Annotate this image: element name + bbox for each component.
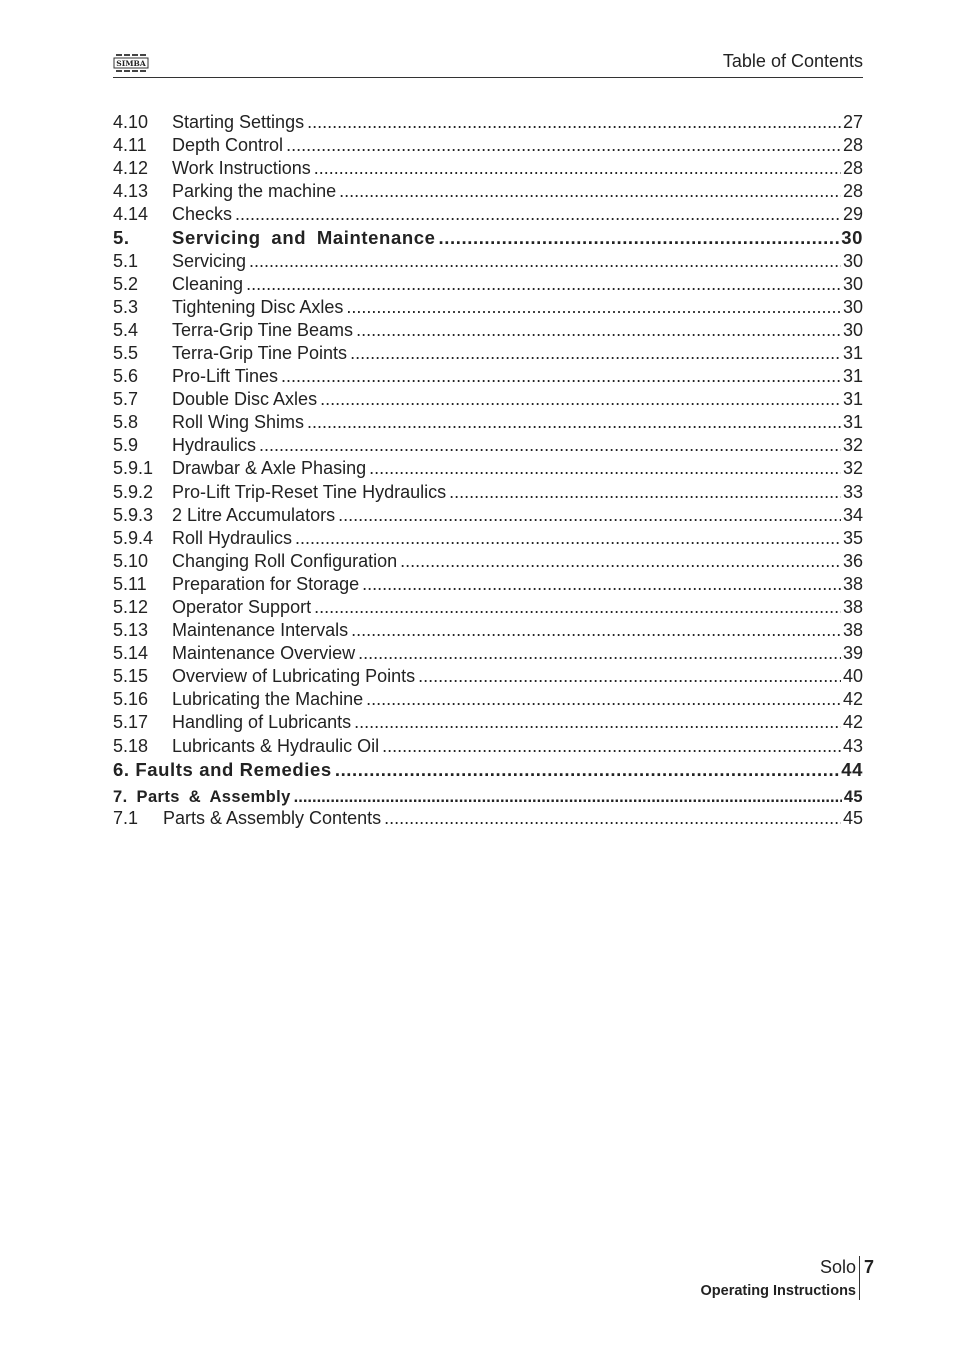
toc-entry-page: 31 <box>842 342 863 363</box>
toc-entry[interactable] <box>113 527 863 550</box>
page-footer <box>600 1256 875 1302</box>
toc-entry-page: 28 <box>842 135 863 156</box>
toc-entry-page: 32 <box>842 435 863 456</box>
toc-entry-section-7-1[interactable] <box>113 807 863 830</box>
toc-entry-number: 5.17 <box>113 712 149 733</box>
toc-entry-page: 31 <box>842 412 863 433</box>
leader-dots <box>314 596 841 619</box>
toc-entry-number: 5.7 <box>113 389 139 410</box>
toc-entry-page: 38 <box>842 620 863 641</box>
toc-entry-number: 7.1 <box>113 807 139 828</box>
toc-entry-number: 4.10 <box>113 112 149 132</box>
toc-entry-title: Servicing and Maintenance <box>172 227 436 249</box>
toc-entry-page: 28 <box>842 158 863 179</box>
toc-entry-title: Starting Settings <box>172 112 305 132</box>
toc-entry-title: Cleaning <box>172 273 244 294</box>
toc-entry-page: 43 <box>842 735 863 756</box>
logo-text: SIMBA <box>116 59 146 68</box>
toc-entry-page: 42 <box>842 712 863 733</box>
simba-logo <box>113 53 149 73</box>
toc-entry-number: 5.1 <box>113 250 139 271</box>
leader-dots <box>246 273 841 296</box>
toc-entry[interactable] <box>113 296 863 319</box>
toc-entry[interactable] <box>113 434 863 457</box>
toc-entry-title: Lubricants & Hydraulic Oil <box>172 735 380 756</box>
toc-entry-number: 5.2 <box>113 273 139 294</box>
leader-dots <box>351 619 841 642</box>
toc-entry-number: 5.9.2 <box>113 481 154 502</box>
leader-dots <box>350 342 841 365</box>
toc-entry-chapter-7[interactable] <box>113 781 863 807</box>
toc-entry-page: 32 <box>842 458 863 479</box>
toc-entry-number: 5.9.4 <box>113 527 154 548</box>
leader-dots <box>449 481 841 504</box>
toc-entry-title: Parking the machine <box>172 181 337 202</box>
toc-entry[interactable] <box>113 550 863 573</box>
toc-entry-title: Preparation for Storage <box>172 573 360 594</box>
leader-dots <box>439 226 840 249</box>
toc-entry-number: 5.8 <box>113 412 139 433</box>
toc-entry-number: 4.13 <box>113 181 149 202</box>
leader-dots <box>354 711 841 734</box>
toc-entry-page: 31 <box>842 366 863 387</box>
toc-entry[interactable] <box>113 226 863 249</box>
toc-entry[interactable] <box>113 203 863 226</box>
page-number: 7 <box>863 1257 874 1277</box>
toc-entry-page: 45 <box>843 787 863 806</box>
toc-entry-number: 5. <box>113 227 130 249</box>
toc-entry[interactable] <box>113 365 863 388</box>
toc-entry-number: 5.16 <box>113 689 149 710</box>
toc-entry-title: Depth Control <box>172 135 284 156</box>
toc-entry-page: 34 <box>842 504 863 525</box>
toc-entry-number: 5.11 <box>113 573 147 594</box>
toc-entry-title: Checks <box>172 204 233 225</box>
leader-dots <box>356 319 841 342</box>
leader-dots <box>286 134 841 157</box>
toc-entry-title: Terra-Grip Tine Points <box>172 342 348 363</box>
leader-dots <box>400 550 841 573</box>
toc-entry-page: 44 <box>841 758 863 780</box>
toc-entry-title: Handling of Lubricants <box>172 712 352 733</box>
toc-entry[interactable] <box>113 273 863 296</box>
header-title: Table of Contents <box>722 51 863 71</box>
toc-entry-title: 6. Faults and Remedies <box>113 758 332 780</box>
page-header <box>113 50 863 78</box>
toc-entry-title: Hydraulics <box>172 435 257 456</box>
toc-entry-page: 33 <box>842 481 863 502</box>
toc-entry-title: 2 Litre Accumulators <box>172 504 336 525</box>
leader-dots <box>335 758 839 781</box>
toc-entry-page: 35 <box>842 527 863 548</box>
toc-entry-page: 38 <box>842 573 863 594</box>
leader-dots <box>307 111 841 134</box>
toc-entry-page: 30 <box>842 250 863 271</box>
leader-dots <box>384 807 841 830</box>
leader-dots <box>346 296 841 319</box>
leader-dots <box>338 504 841 527</box>
toc-entry[interactable] <box>113 688 863 711</box>
leader-dots <box>307 411 841 434</box>
toc-entry-title: Pro-Lift Tines <box>172 366 279 387</box>
toc-entry-title: Roll Hydraulics <box>172 527 293 548</box>
toc-entry[interactable] <box>113 481 863 504</box>
leader-dots <box>369 457 841 480</box>
toc-entry[interactable] <box>113 388 863 411</box>
toc-entry-page: 29 <box>842 204 863 225</box>
toc-entry-number: 5.15 <box>113 666 149 687</box>
toc-entry-page: 30 <box>842 319 863 340</box>
toc-entry-number: 5.9.3 <box>113 504 154 525</box>
footer-subtitle: Operating Instructions <box>700 1283 856 1299</box>
toc-entry-title: Double Disc Axles <box>172 389 318 410</box>
toc-entry[interactable] <box>113 573 863 596</box>
leader-dots <box>418 665 841 688</box>
toc-entry-title: Operator Support <box>172 596 312 617</box>
toc-entry[interactable] <box>113 596 863 619</box>
toc-entry[interactable] <box>113 711 863 734</box>
leader-dots <box>249 250 841 273</box>
toc-entry-number: 5.6 <box>113 366 139 387</box>
toc-entry-number: 4.11 <box>113 135 147 156</box>
toc-entry-page: 30 <box>842 296 863 317</box>
toc-entry-number: 5.4 <box>113 319 139 340</box>
toc-entry-title: Lubricating the Machine <box>172 689 364 710</box>
toc-entry-title: Maintenance Intervals <box>172 620 349 641</box>
leader-dots <box>235 203 841 226</box>
toc-entry[interactable] <box>113 180 863 203</box>
toc-entry-page: 36 <box>842 550 863 571</box>
toc-entry-number: 5.13 <box>113 620 149 641</box>
toc-entry-title: Servicing <box>172 250 247 271</box>
toc-entry-title: Tightening Disc Axles <box>172 296 344 317</box>
table-of-contents <box>113 111 863 830</box>
toc-entry-page: 45 <box>842 807 863 828</box>
leader-dots <box>314 157 841 180</box>
toc-entry-number: 4.12 <box>113 158 149 179</box>
footer-divider <box>859 1256 860 1300</box>
toc-entry-number: 5.9 <box>113 435 139 456</box>
toc-sub-entries <box>113 111 863 758</box>
toc-entry[interactable] <box>113 319 863 342</box>
toc-entry[interactable] <box>113 157 863 180</box>
toc-entry-page: 30 <box>841 227 863 249</box>
leader-dots <box>382 735 841 758</box>
toc-entry-title: Pro-Lift Trip-Reset Tine Hydraulics <box>172 481 447 502</box>
leader-dots <box>259 434 841 457</box>
toc-entry-chapter-6[interactable] <box>113 758 863 781</box>
toc-entry-number: 5.12 <box>113 596 149 617</box>
toc-entry-page: 38 <box>842 596 863 617</box>
toc-entry-page: 30 <box>842 273 863 294</box>
toc-entry-number: 5.9.1 <box>113 458 154 479</box>
toc-entry-title: Roll Wing Shims <box>172 412 305 433</box>
toc-entry-number: 5.14 <box>113 643 149 664</box>
toc-entry-title: Terra-Grip Tine Beams <box>172 319 354 340</box>
toc-entry[interactable] <box>113 342 863 365</box>
toc-entry-title: Maintenance Overview <box>172 643 356 664</box>
toc-entry-number: 5.10 <box>113 550 149 571</box>
toc-entry[interactable] <box>113 665 863 688</box>
leader-dots <box>339 180 841 203</box>
footer-product-name: Solo <box>819 1257 856 1277</box>
toc-entry-title: Work Instructions <box>172 158 311 179</box>
toc-entry[interactable] <box>113 250 863 273</box>
toc-entry-title: Parts & Assembly Contents <box>163 807 382 828</box>
toc-entry[interactable] <box>113 735 863 758</box>
toc-entry[interactable] <box>113 134 863 157</box>
leader-dots <box>362 573 841 596</box>
toc-entry[interactable] <box>113 457 863 480</box>
leader-dots <box>320 388 841 411</box>
leader-dots <box>358 642 841 665</box>
toc-entry-title: 7. Parts & Assembly <box>113 787 291 806</box>
toc-entry[interactable] <box>113 411 863 434</box>
toc-entry[interactable] <box>113 111 863 134</box>
toc-entry-title: Changing Roll Configuration <box>172 550 398 571</box>
toc-entry-number: 4.14 <box>113 204 149 225</box>
toc-entry[interactable] <box>113 619 863 642</box>
leader-dots <box>281 365 841 388</box>
toc-entry-number: 5.5 <box>113 342 139 363</box>
toc-entry-page: 39 <box>842 643 863 664</box>
toc-entry-title: Overview of Lubricating Points <box>172 666 416 687</box>
toc-entry-page: 40 <box>842 666 863 687</box>
toc-entry-page: 42 <box>842 689 863 710</box>
toc-entry-title: Drawbar & Axle Phasing <box>172 458 367 479</box>
toc-entry[interactable] <box>113 504 863 527</box>
toc-entry-number: 5.3 <box>113 296 139 317</box>
leader-dots <box>366 688 841 711</box>
toc-entry-page: 28 <box>842 181 863 202</box>
toc-entry[interactable] <box>113 642 863 665</box>
leader-dots <box>295 527 841 550</box>
toc-entry-page: 31 <box>842 389 863 410</box>
toc-entry-page: 27 <box>842 112 863 132</box>
toc-entry-number: 5.18 <box>113 735 149 756</box>
